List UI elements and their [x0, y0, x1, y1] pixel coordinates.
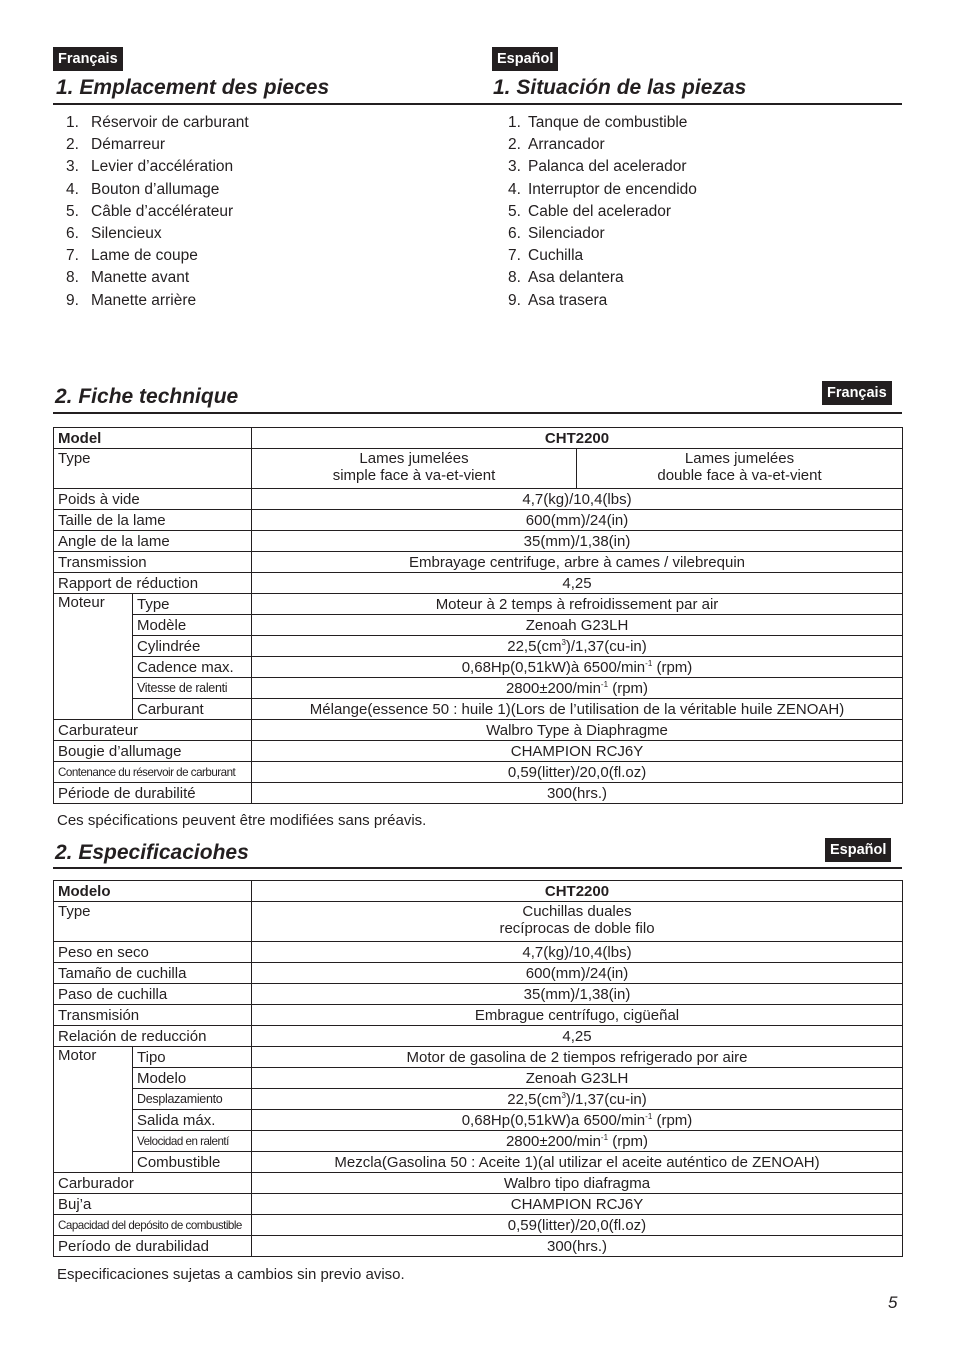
reduction-label: Relación de reducción — [54, 1026, 252, 1047]
list-item: 9. Manette arrière — [66, 291, 197, 309]
spec-badge-spanish: Español — [825, 838, 891, 862]
engine-type-label: Type — [133, 594, 252, 615]
table-row — [54, 573, 903, 594]
table-row — [54, 942, 903, 963]
transmission-label: Transmisión — [54, 1005, 252, 1026]
table-row — [54, 741, 903, 762]
table-row — [54, 531, 903, 552]
engine-type-value: Moteur à 2 temps à refroidissement par air — [252, 594, 903, 615]
language-badge-french: Français — [53, 47, 123, 71]
list-item: 2. Arrancador — [508, 136, 605, 154]
table-row — [54, 449, 903, 489]
parts-list-spanish — [508, 112, 697, 312]
blade-pitch-value: 35(mm)/1,38(in) — [252, 984, 903, 1005]
list-item: 6. Silenciador — [508, 225, 605, 243]
parts-list-french — [66, 112, 249, 312]
spec-badge-french: Français — [822, 381, 892, 405]
table-row — [54, 1005, 903, 1026]
table-row — [54, 1047, 903, 1068]
engine-type-label: Tipo — [133, 1047, 252, 1068]
language-badge-spanish: Español — [492, 47, 558, 71]
fuel-tank-label: Contenance du réservoir de carburant — [54, 762, 252, 783]
engine-model-value: Zenoah G23LH — [252, 615, 903, 636]
displacement-value: $22,5(cm^3)/1,37(cu-in)$ — [252, 1089, 903, 1110]
blade-size-label: Taille de la lame — [54, 510, 252, 531]
engine-model-label: Modelo — [133, 1068, 252, 1089]
spark-plug-value: CHAMPION RCJ6Y — [252, 1194, 903, 1215]
list-item: 5. Câble d’accélérateur — [66, 202, 234, 220]
max-output-value: 0,68Hp(0,51kW)à $6500/\min^{-1}$ (rpm) — [252, 657, 903, 678]
max-output-label: Cadence max. — [133, 657, 252, 678]
page-number: 5 — [888, 1293, 898, 1312]
type-value-double: Lames jumelées double face à va-et-vient — [577, 449, 903, 489]
table-row — [54, 1068, 903, 1089]
max-output-label: Salida máx. — [133, 1110, 252, 1131]
fuel-value: Mélange(essence 50 : huile 1)(Lors de l’utilisation de la véritable huile ZENOAH) — [252, 699, 903, 720]
transmission-value: Embrague centrífugo, cigüeñal — [252, 1005, 903, 1026]
table-row — [54, 1131, 903, 1152]
model-value: CHT2200 — [252, 881, 903, 902]
dry-weight-label: Poids à vide — [54, 489, 252, 510]
table-row — [54, 594, 903, 615]
parts-heading-spanish: 1. Situación de las piezas — [493, 76, 747, 99]
carburetor-label: Carburador — [54, 1173, 252, 1194]
parts-heading-french: 1. Emplacement des pieces — [56, 76, 330, 99]
blade-size-label: Tamaño de cuchilla — [54, 963, 252, 984]
list-item: 4. Interruptor de encendido — [508, 180, 697, 198]
list-item: 1. Tanque de combustible — [508, 114, 688, 131]
table-row — [54, 1173, 903, 1194]
displacement-value: $22,5(cm^3)/1,37(cu-in)$ — [252, 636, 903, 657]
fuel-tank-label: Capacidad del depósito de combustible — [54, 1215, 252, 1236]
table-row — [54, 1236, 903, 1257]
table-row — [54, 963, 903, 984]
list-item: 1. Réservoir de carburant — [66, 114, 249, 131]
list-item: 7. Lame de coupe — [66, 247, 198, 265]
spec-heading-spanish: 2. Especificaciohes — [55, 841, 249, 864]
table-row — [54, 657, 903, 678]
model-value: CHT2200 — [252, 428, 903, 449]
table-row — [54, 489, 903, 510]
fuel-value: Mezcla(Gasolina 50 : Aceite 1)(al utilizar el aceite auténtico de ZENOAH) — [252, 1152, 903, 1173]
table-row — [54, 1194, 903, 1215]
heading-rule — [53, 103, 902, 105]
model-label: Model — [54, 428, 252, 449]
spec-rule-french — [53, 412, 902, 414]
table-row — [54, 720, 903, 741]
spec-table-french — [53, 427, 903, 804]
list-item: 2. Démarreur — [66, 136, 166, 154]
table-row — [54, 1089, 903, 1110]
table-row — [54, 615, 903, 636]
table-row — [54, 762, 903, 783]
engine-label: Motor — [54, 1047, 133, 1173]
spec-rule-spanish — [53, 867, 902, 869]
list-item: 8. Manette avant — [66, 269, 190, 287]
type-value: Cuchillas duales recíprocas de doble filo — [252, 902, 903, 942]
idle-speed-label: Velocidad en ralentí — [133, 1131, 252, 1152]
table-row — [54, 636, 903, 657]
list-item: 3. Levier d’accélération — [66, 158, 234, 176]
table-row — [54, 1110, 903, 1131]
durability-label: Período de durabilidad — [54, 1236, 252, 1257]
list-item: 3. Palanca del acelerador — [508, 158, 687, 176]
idle-speed-value: $2800\pm 200/\min^{-1}$ (rpm) — [252, 1131, 903, 1152]
fuel-tank-value: 0,59(litter)/20,0(fl.oz) — [252, 1215, 903, 1236]
spec-heading-french: 2. Fiche technique — [55, 385, 239, 408]
fuel-label: Combustible — [133, 1152, 252, 1173]
reduction-value: 4,25 — [252, 1026, 903, 1047]
table-row — [54, 678, 903, 699]
list-item: 5. Cable del acelerador — [508, 202, 672, 220]
dry-weight-value: 4,7(kg)/10,4(lbs) — [252, 489, 903, 510]
transmission-value: Embrayage centrifuge, arbre à cames / vilebrequin — [252, 552, 903, 573]
spark-plug-label: Bougie d’allumage — [54, 741, 252, 762]
type-label: Type — [54, 449, 252, 489]
spec-table-spanish — [53, 880, 903, 1257]
table-row — [54, 699, 903, 720]
engine-model-value: Zenoah G23LH — [252, 1068, 903, 1089]
durability-value: 300(hrs.) — [252, 1236, 903, 1257]
spark-plug-value: CHAMPION RCJ6Y — [252, 741, 903, 762]
carburetor-value: Walbro Type à Diaphragme — [252, 720, 903, 741]
engine-type-value: Motor de gasolina de 2 tiempos refrigerado por aire — [252, 1047, 903, 1068]
blade-pitch-label: Angle de la lame — [54, 531, 252, 552]
idle-speed-value: $2800\pm 200/\min^{-1}$ (rpm) — [252, 678, 903, 699]
reduction-value: 4,25 — [252, 573, 903, 594]
engine-model-label: Modèle — [133, 615, 252, 636]
table-row — [54, 1215, 903, 1236]
displacement-label: Desplazamiento — [133, 1089, 252, 1110]
list-item: 6. Silencieux — [66, 225, 162, 243]
engine-label: Moteur — [54, 594, 133, 720]
fuel-tank-value: 0,59(litter)/20,0(fl.oz) — [252, 762, 903, 783]
list-item: 7. Cuchilla — [508, 247, 584, 265]
list-item: 4. Bouton d’allumage — [66, 180, 220, 198]
max-output-value: 0,68Hp(0,51kW)a $6500/\min^{-1}$ (rpm) — [252, 1110, 903, 1131]
blade-pitch-value: 35(mm)/1,38(in) — [252, 531, 903, 552]
durability-label: Période de durabilité — [54, 783, 252, 804]
table-row — [54, 984, 903, 1005]
blade-pitch-label: Paso de cuchilla — [54, 984, 252, 1005]
dry-weight-label: Peso en seco — [54, 942, 252, 963]
list-item: 9. Asa trasera — [508, 291, 608, 309]
idle-speed-label: Vitesse de ralenti — [133, 678, 252, 699]
fuel-label: Carburant — [133, 699, 252, 720]
table-row — [54, 881, 903, 902]
type-label: Type — [54, 902, 252, 942]
blade-size-value: 600(mm)/24(in) — [252, 963, 903, 984]
list-item: 8. Asa delantera — [508, 269, 624, 287]
reduction-label: Rapport de réduction — [54, 573, 252, 594]
spec-note-french: Ces spécifications peuvent être modifiées sans préavis. — [57, 812, 427, 829]
transmission-label: Transmission — [54, 552, 252, 573]
table-row — [54, 552, 903, 573]
type-value-single: Lames jumelées simple face à va-et-vient — [252, 449, 577, 489]
spark-plug-label: Buj’a — [54, 1194, 252, 1215]
carburetor-label: Carburateur — [54, 720, 252, 741]
carburetor-value: Walbro tipo diafragma — [252, 1173, 903, 1194]
table-row — [54, 1026, 903, 1047]
model-label: Modelo — [54, 881, 252, 902]
table-row — [54, 1152, 903, 1173]
durability-value: 300(hrs.) — [252, 783, 903, 804]
table-row — [54, 902, 903, 942]
spec-note-spanish: Especificaciones sujetas a cambios sin previo aviso. — [57, 1266, 405, 1283]
table-row — [54, 510, 903, 531]
dry-weight-value: 4,7(kg)/10,4(lbs) — [252, 942, 903, 963]
displacement-label: Cylindrée — [133, 636, 252, 657]
table-row — [54, 428, 903, 449]
blade-size-value: 600(mm)/24(in) — [252, 510, 903, 531]
table-row — [54, 783, 903, 804]
